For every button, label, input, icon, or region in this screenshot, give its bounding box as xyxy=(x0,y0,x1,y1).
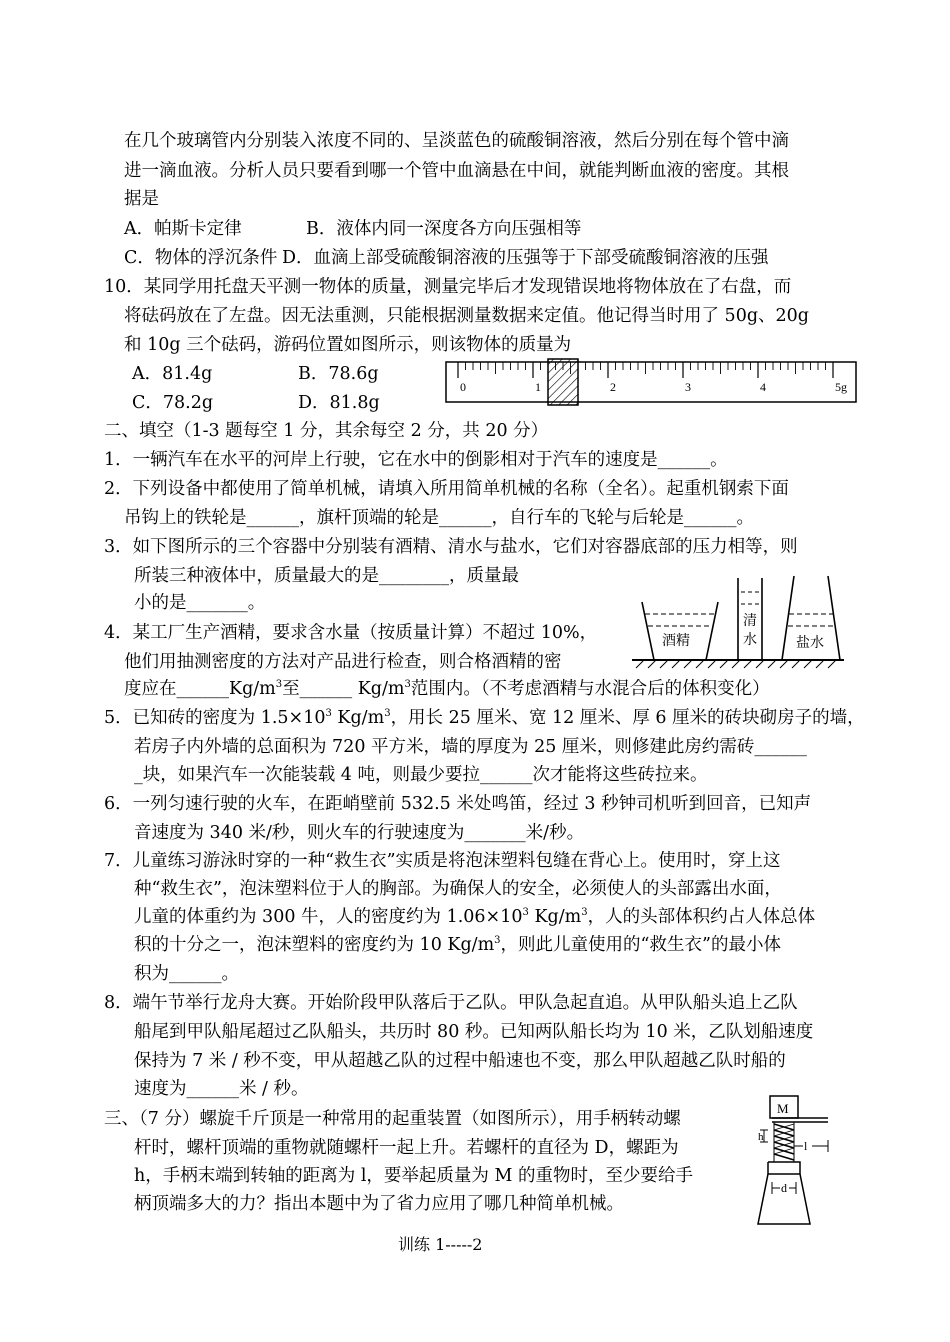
length-label: l xyxy=(804,1139,808,1153)
water-label-1: 清 xyxy=(743,614,757,629)
s2-q4-line-3: 度应在$\_\_\_\_\_\_Kg/m^3$至______ $Kg/m^3$范围内。（不考虑酒精与水混合后的体积变化） xyxy=(124,679,770,699)
s2-q2-line-1: 2．下列设备中都使用了简单机械，请填入所用简单机械的名称（全名）。起重机钢索下面 xyxy=(104,479,789,499)
section-2-heading: 二、填空（1-3 题每空 1 分，其余每空 2 分，共 20 分） xyxy=(104,421,549,441)
scale-label: 1 xyxy=(535,380,541,394)
s2-q4-line-2: 他们用抽测密度的方法对产品进行检查，则合格酒精的密 xyxy=(124,652,562,672)
s2-q6-line-2: 音速度为 340 米/秒，则火车的行驶速度为_______米/秒。 xyxy=(134,823,585,843)
scale-label: 0 xyxy=(460,380,466,394)
three-containers-figure xyxy=(622,570,848,670)
q10-line-1: 10．某同学用托盘天平测一物体的质量，测量完毕后才发现错误地将物体放在了右盘，而 xyxy=(104,277,792,297)
s2-q5-line-2: 若房子内外墙的总面积为 720 平方米，墙的厚度为 25 厘米，则修建此房约需砖______ xyxy=(134,737,807,757)
s2-q3-line-2: 所装三种液体中，质量最大的是________，质量最 xyxy=(134,566,519,586)
q10-line-3: 和 10g 三个砝码，游码位置如图所示，则该物体的质量为 xyxy=(124,335,572,355)
q9-line-2: 进一滴血液。分析人员只要看到哪一个管中血滴悬在中间，就能判断血液的密度。其根 xyxy=(124,161,789,181)
q10-line-2: 将砝码放在了左盘。因无法重测，只能根据测量数据来定值。他记得当时用了 50g、20g xyxy=(124,306,810,326)
section-3-line-4: 柄顶端多大的力？指出本题中为了省力应用了哪几种简单机械。 xyxy=(134,1194,624,1214)
s2-q8-line-1: 8．端午节举行龙舟大赛。开始阶段甲队落后于乙队。甲队急起直追。从甲队船头追上乙队 xyxy=(104,993,798,1013)
section-3-line-1: 三、（7 分）螺旋千斤顶是一种常用的起重装置（如图所示），用手柄转动螺 xyxy=(104,1109,681,1129)
screw-jack-figure xyxy=(748,1088,844,1232)
s2-q7-line-1: 7．儿童练习游泳时穿的一种“救生衣”实质是将泡沫塑料包缝在背心上。使用时，穿上这 xyxy=(104,851,781,871)
q10-option-c: C．78.2g xyxy=(132,393,214,413)
s2-q8-line-2: 船尾到甲队船尾超过乙队船头，共历时 80 秒。已知两队船长均为 10 米，乙队划船速度 xyxy=(134,1022,814,1042)
q10-option-d: D．81.8g xyxy=(298,393,380,413)
salt-water-label: 盐水 xyxy=(796,636,824,651)
scale-label: 2 xyxy=(610,380,616,394)
q9-option-d: D．血滴上部受硫酸铜溶液的压强等于下部受硫酸铜溶液的压强 xyxy=(282,248,769,268)
scale-label: 5g xyxy=(835,380,847,394)
rider-scale-figure xyxy=(444,358,860,408)
q9-line-3: 据是 xyxy=(124,189,159,209)
s2-q6-line-1: 6．一列匀速行驶的火车，在距峭壁前 532.5 米处鸣笛，经过 3 秒钟司机听到回音，已知声 xyxy=(104,794,812,814)
mass-label: M xyxy=(777,1101,789,1116)
s2-q7-line-4: 积的十分之一，泡沫塑料的密度约为 10 $Kg/m^3$，则此儿童使用的“救生衣”的最小体 xyxy=(134,935,781,955)
q9-line-1: 在几个玻璃管内分别装入浓度不同的、呈淡蓝色的硫酸铜溶液，然后分别在每个管中滴 xyxy=(124,131,789,151)
s2-q1: 1．一辆汽车在水平的河岸上行驶，它在水中的倒影相对于汽车的速度是______。 xyxy=(104,450,728,470)
rider-weight xyxy=(548,359,578,405)
section-3-line-3: h，手柄末端到转轴的距离为 l，要举起质量为 M 的重物时，至少要给手 xyxy=(134,1166,693,1186)
s2-q4-line-1: 4．某工厂生产酒精，要求含水量（按质量计算）不超过 10%， xyxy=(104,623,598,643)
s2-q8-line-4: 速度为______米 / 秒。 xyxy=(134,1079,309,1099)
scale-label: 4 xyxy=(760,380,766,394)
pitch-label: h xyxy=(758,1131,764,1143)
s2-q8-line-3: 保持为 7 米 / 秒不变，甲从超越乙队的过程中船速也不变，那么甲队超越乙队时船的 xyxy=(134,1051,786,1071)
s2-q5-line-3: _块，如果汽车一次能装载 4 吨，则最少要拉______次才能将这些砖拉来。 xyxy=(134,765,708,785)
s2-q7-line-5: 积为______。 xyxy=(134,964,239,984)
q9-option-a: A．帕斯卡定律 xyxy=(124,219,242,239)
page-footer: 训练 1-----2 xyxy=(398,1235,483,1254)
water-label-2: 水 xyxy=(743,633,757,648)
scale-label: 3 xyxy=(685,380,691,394)
section-3-line-2: 杆时，螺杆顶端的重物就随螺杆一起上升。若螺杆的直径为 D，螺距为 xyxy=(134,1138,679,1158)
s2-q7-line-2: 种“救生衣”，泡沫塑料位于人的胸部。为确保人的安全，必须使人的头部露出水面， xyxy=(134,879,782,899)
q9-option-c: C．物体的浮沉条件 xyxy=(124,248,278,268)
alcohol-label: 酒精 xyxy=(662,634,690,649)
s2-q3-line-1: 3．如下图所示的三个容器中分别装有酒精、清水与盐水，它们对容器底部的压力相等，则 xyxy=(104,537,798,557)
s2-q7-line-3: 儿童的体重约为 300 牛，人的密度约为 $1.06\times 10^3$ $Kg/m^3$，人的头部体积约占人体总体 xyxy=(134,907,816,927)
diameter-label: d xyxy=(781,1181,787,1195)
q9-option-b: B．液体内同一深度各方向压强相等 xyxy=(306,219,582,239)
q10-option-b: B．78.6g xyxy=(298,364,379,384)
q10-option-a: A．81.4g xyxy=(132,364,213,384)
s2-q2-line-2: 吊钩上的铁轮是______，旗杆顶端的轮是______，自行车的飞轮与后轮是______。 xyxy=(124,508,754,528)
s2-q3-line-3: 小的是_______。 xyxy=(134,593,266,613)
s2-q5-line-1: 5．已知砖的密度为 $1.5\times 10^3$ $Kg/m^3$，用长 25 厘米、宽 12 厘米、厚 6 厘米的砖块砌房子的墙， xyxy=(104,708,865,728)
